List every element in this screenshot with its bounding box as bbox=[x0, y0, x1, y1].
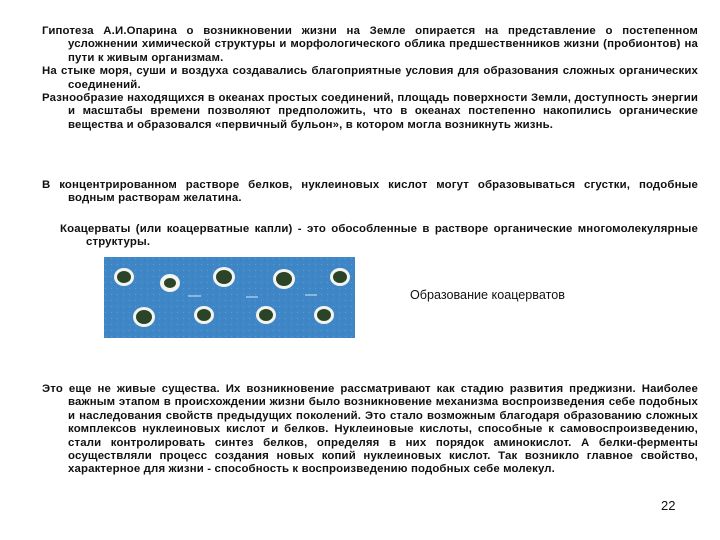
protein-clots-paragraph: В концентрированном растворе белков, нуклеиновых кислот могут образовываться сгустки, подобные водным растворам желатина. bbox=[42, 179, 698, 205]
coacervate-drop-core bbox=[333, 271, 347, 283]
coacervate-drop-core bbox=[136, 310, 152, 324]
sea-land-air-text: На стыке моря, суши и воздуха создавались благоприятные условия для образования сложных органических соединений. bbox=[42, 65, 698, 91]
coacervate-drop-core bbox=[164, 278, 176, 288]
figure-caption: Образование коацерватов bbox=[410, 288, 565, 302]
intro-paragraph bbox=[42, 25, 698, 132]
coacervate-drop-core bbox=[117, 271, 131, 283]
coacervates-illustration bbox=[104, 257, 355, 338]
coacervate-drop-core bbox=[276, 272, 292, 286]
coacervate-drop-core bbox=[317, 309, 331, 321]
coacervates-image bbox=[104, 257, 355, 338]
page-number: 22 bbox=[661, 498, 676, 513]
prelife-paragraph: Это еще не живые существа. Их возникновение рассматривают как стадию развития преджизни. Наиболее важным этапом в происхождении жизни было возникновение механизма воспроизведения себе подобных и наследования свойств предыдущих поколений. Это стало возможным благодаря образованию сложных комплексов нуклеиновых кислот и белков. Нуклеиновые кислоты, способные к самовоспроизведению, стали контролировать синтез белков, определяя в них порядок аминокислот. А белки-ферменты осуществляли процесс создания новых копий нуклеиновых кислот. Так возникло главное свойство, характерное для жизни - способность к воспроизведению подобных себе молекул. bbox=[42, 383, 698, 476]
coacervate-drop-core bbox=[259, 309, 273, 321]
oparin-hypothesis-text: Гипотеза А.И.Опарина о возникновении жизни на Земле опирается на представление о постепенном усложнении химической структуры и морфологического облика предшественников жизни (пробионтов) на пути к живым организмам. bbox=[42, 25, 698, 64]
coacervate-drop-core bbox=[197, 309, 211, 321]
coacervate-drop-core bbox=[216, 270, 232, 284]
coacervates-definition-paragraph: Коацерваты (или коацерватные капли) - это обособленные в растворе органические многомолекулярные структуры. bbox=[60, 223, 698, 249]
primordial-soup-text: Разнообразие находящихся в океанах простых соединений, площадь поверхности Земли, доступность энергии и масштабы времени позволяют предположить, что в океанах постепенно накопились органические вещества и образовался «первичный бульон», в котором могла возникнуть жизнь. bbox=[42, 92, 698, 131]
